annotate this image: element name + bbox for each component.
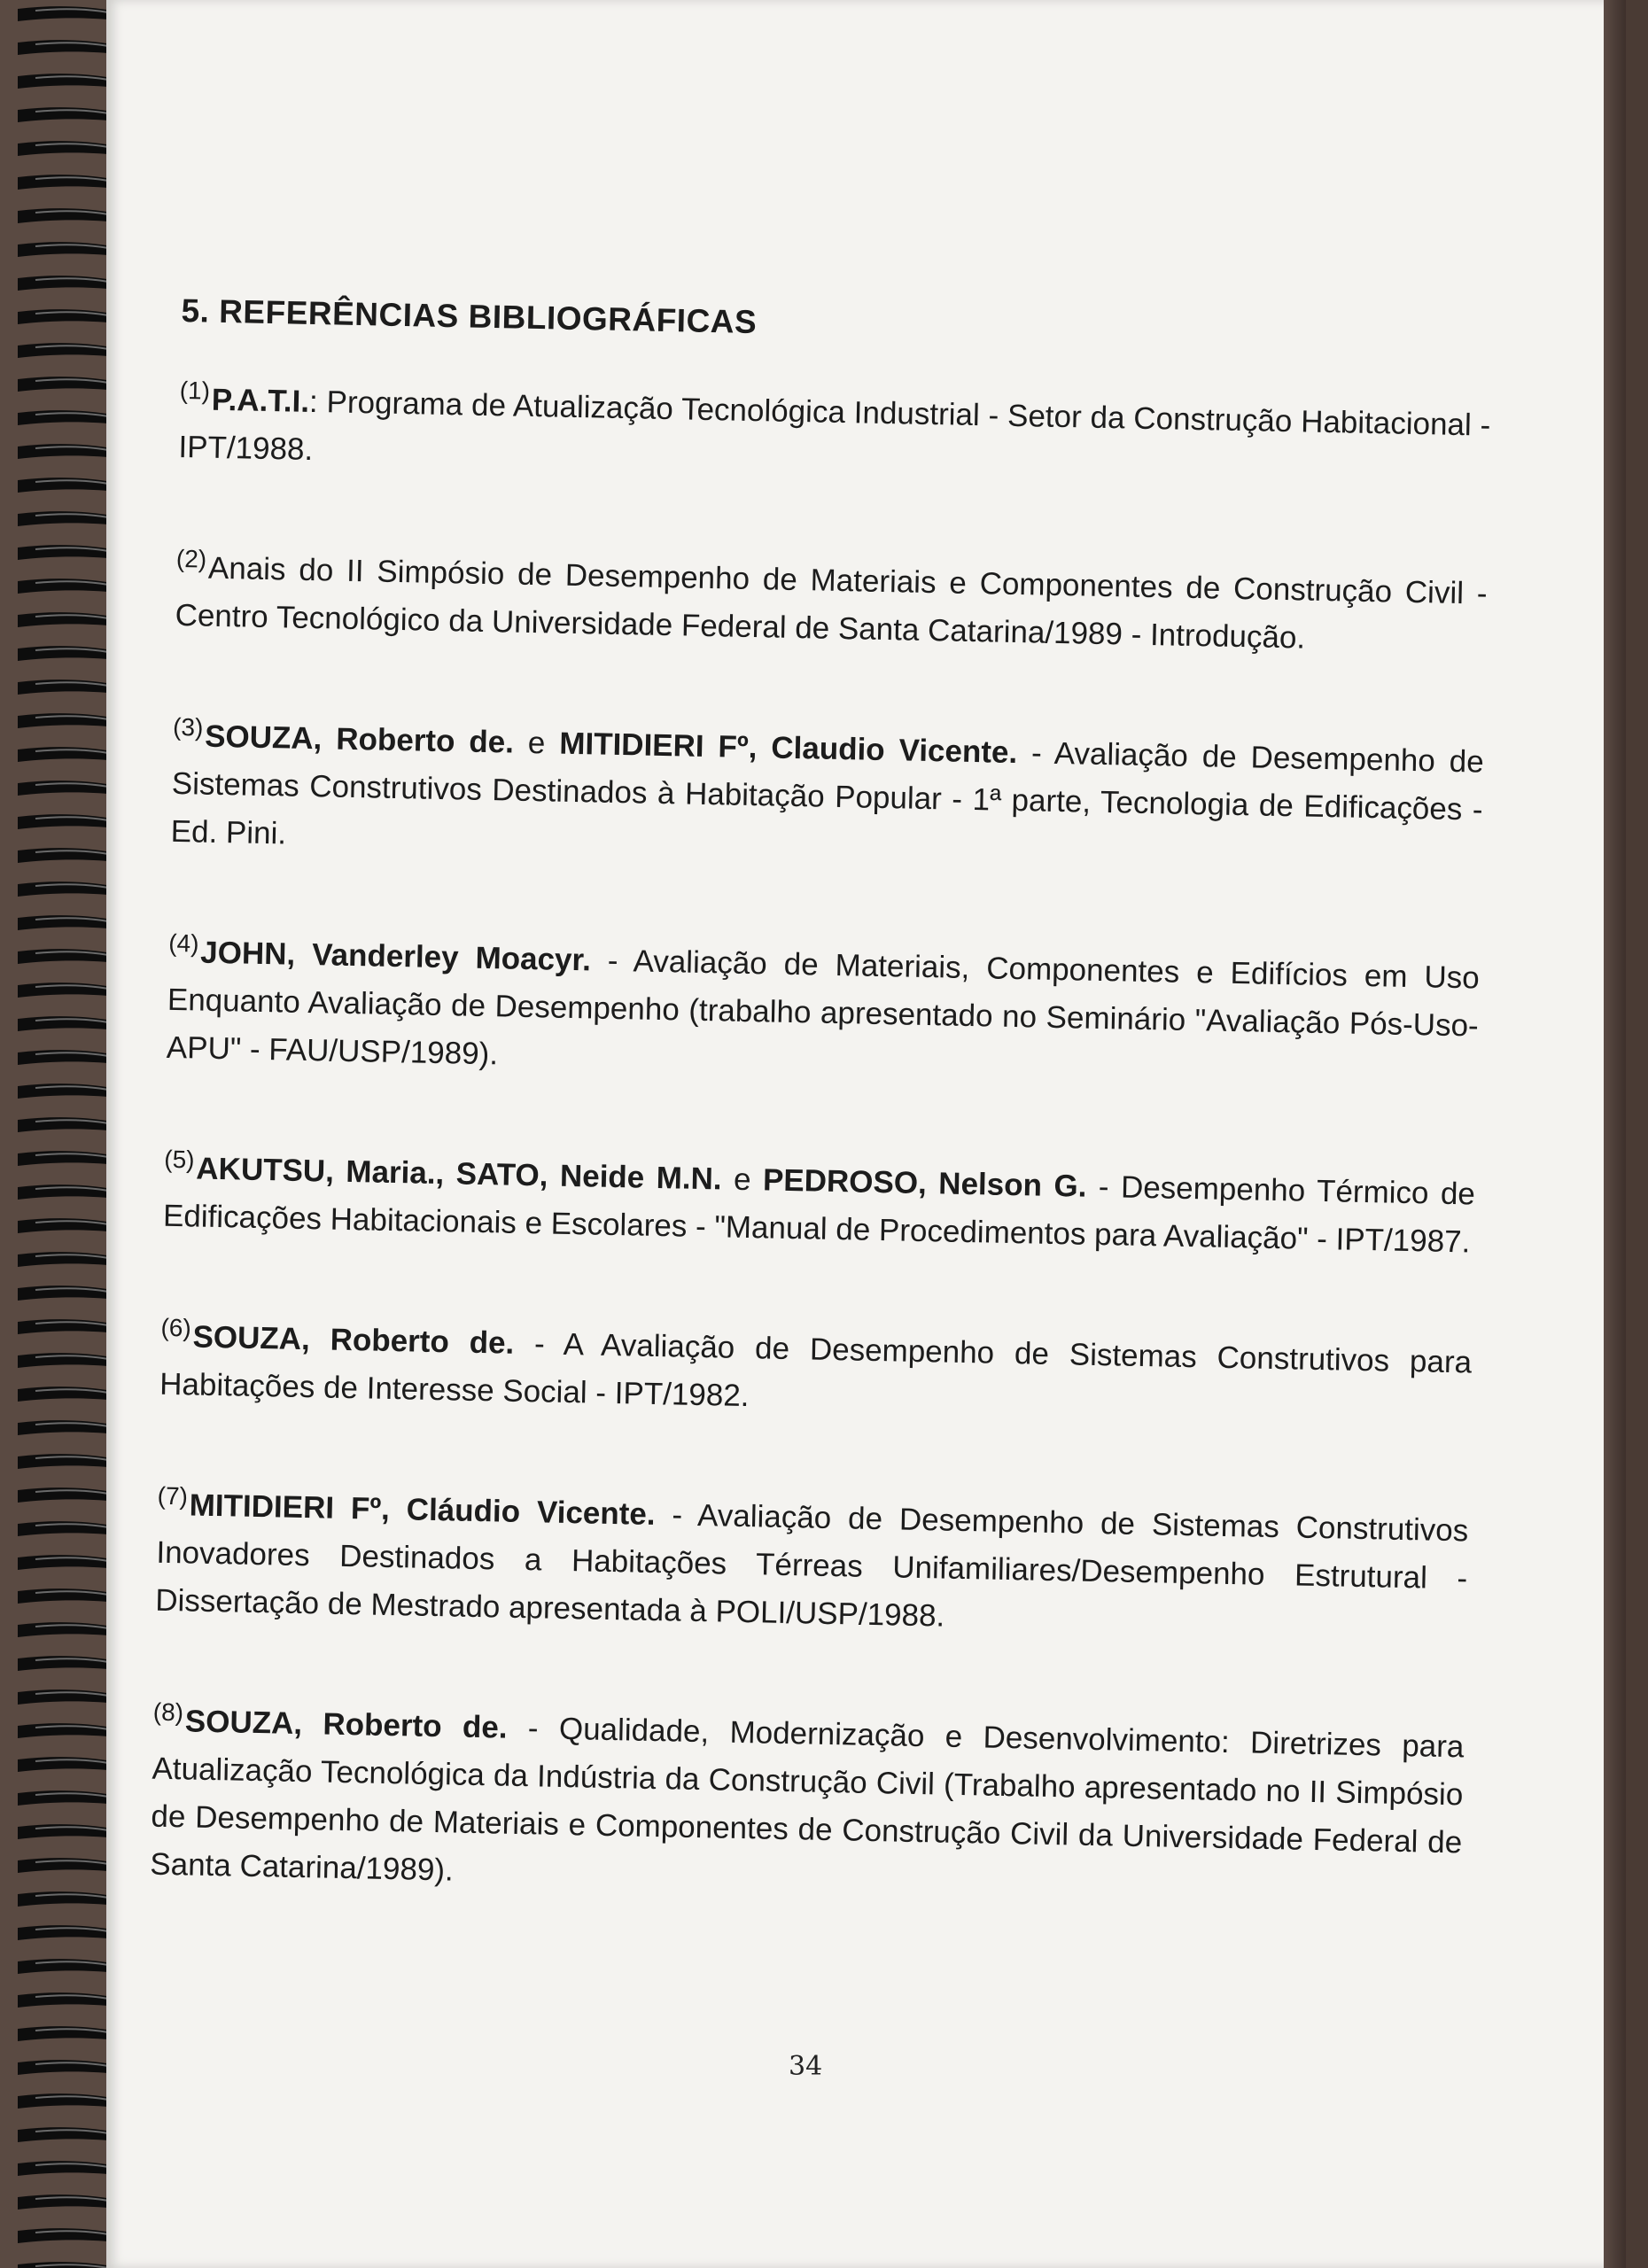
reference-connector: e bbox=[513, 725, 560, 761]
reference-6 bbox=[159, 1304, 1473, 1435]
reference-5 bbox=[163, 1136, 1476, 1267]
reference-author: AKUTSU, Maria., SATO, Neide M.N. bbox=[195, 1151, 723, 1197]
reference-number: (6) bbox=[160, 1313, 192, 1342]
reference-author: P.A.T.I. bbox=[211, 382, 310, 419]
reference-text: - Avaliação de Desempenho de Sistemas Construtivos Inovadores Destinados a Habitações Térreas Unifamiliares/Desempenho Estrutural - Dissertação de Mestrado apresentada à POLI/USP/1988. bbox=[154, 1497, 1469, 1634]
reference-author: SOUZA, Roberto de. bbox=[204, 718, 515, 760]
references-section bbox=[148, 292, 1492, 1978]
reference-text: : Programa de Atualização Tecnológica Industrial - Setor da Construção Habitacional - IPT/1988. bbox=[178, 384, 1491, 468]
reference-4 bbox=[166, 920, 1480, 1099]
reference-author: JOHN, Vanderley Moacyr. bbox=[199, 935, 592, 978]
reference-author-2: MITIDIERI Fº, Claudio Vicente. bbox=[558, 726, 1018, 771]
reference-number: (7) bbox=[157, 1481, 189, 1511]
reference-connector: e bbox=[721, 1161, 764, 1198]
reference-number: (2) bbox=[175, 544, 207, 573]
reference-text: - Desempenho Térmico de Edificações Habitacionais e Escolares - "Manual de Procedimentos para Avaliação" - IPT/1987. bbox=[162, 1169, 1476, 1260]
section-heading: 5. REFERÊNCIAS BIBLIOGRÁFICAS bbox=[181, 292, 758, 341]
reference-number: (1) bbox=[179, 376, 211, 405]
reference-text: - Avaliação de Materiais, Componentes e Edifícios em Uso Enquanto Avaliação de Desempenho (trabalho apresentado no Seminário "Avaliação Pós-Uso-APU" - FAU/USP/1989). bbox=[166, 943, 1481, 1072]
reference-text: - A Avaliação de Desempenho de Sistemas Construtivos para Habitações de Interesse Social - IPT/1982. bbox=[159, 1325, 1473, 1414]
page-edge bbox=[1604, 0, 1626, 2268]
reference-number: (8) bbox=[152, 1697, 184, 1727]
reference-1 bbox=[178, 367, 1491, 498]
reference-8 bbox=[150, 1689, 1465, 1915]
reference-author: MITIDIERI Fº, Cláudio Vicente. bbox=[189, 1487, 656, 1533]
page-number: 34 bbox=[789, 2051, 823, 2082]
reference-text: - Avaliação de Desempenho de Sistemas Construtivos Destinados à Habitação Popular - 1ª parte, Tecnologia de Edificações - Ed. Pini. bbox=[170, 735, 1485, 851]
reference-3 bbox=[170, 703, 1484, 882]
reference-text: - Qualidade, Modernização e Desenvolvimento: Diretrizes para Atualização Tecnológica da Indústria da Construção Civil (Trabalho apresentado no II Simpósio de Desempenho de Materiais e Componentes de Construção Civil da Universidade Federal de Santa Catarina/1989). bbox=[149, 1710, 1465, 1888]
reference-author: SOUZA, Roberto de. bbox=[184, 1704, 508, 1745]
reference-author: SOUZA, Roberto de. bbox=[192, 1319, 515, 1361]
reference-7 bbox=[155, 1472, 1469, 1651]
reference-text: Anais do II Simpósio de Desempenho de Materiais e Componentes de Construção Civil - Centro Tecnológico da Universidade Federal de Santa Catarina/1989 - Introdução. bbox=[175, 550, 1488, 656]
reference-author-2: PEDROSO, Nelson G. bbox=[762, 1162, 1087, 1204]
reference-number: (5) bbox=[164, 1145, 195, 1174]
reference-number: (3) bbox=[172, 712, 204, 742]
reference-2 bbox=[175, 535, 1488, 666]
reference-number: (4) bbox=[167, 928, 199, 958]
